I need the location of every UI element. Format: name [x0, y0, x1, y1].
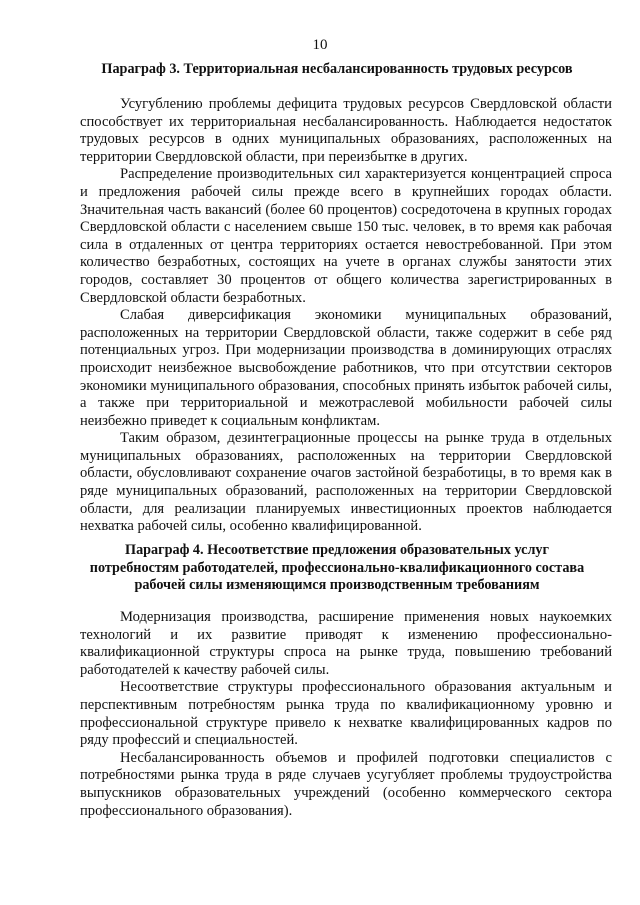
section-3-paragraph: Таким образом, дезинтеграционные процессы на рынке труда в отдельных муниципальных образованиях, расположенных на территории Свердловской области, обусловливают сохранение очагов застойной безработицы, в то время как в ряде муниципальных образований, расположенных на территории Свердловской области, для реализации планируемых инвестиционных проектов наблюдается нехватка рабочей силы, особенно квалифицированной.	[80, 430, 612, 535]
section-4-body	[80, 609, 612, 820]
section-4-paragraph: Модернизация производства, расширение применения новых наукоемких технологий и их развитие приводят к изменению профессионально-квалификационной структуры спроса на рынке труда, повышению требований работодателей к качеству рабочей силы.	[80, 609, 612, 678]
page-number: 10	[312, 37, 328, 53]
section-3-label: Параграф 3.	[101, 61, 180, 77]
section-3-heading	[82, 61, 592, 79]
section-3-title: Территориальная несбалансированность трудовых ресурсов	[183, 61, 573, 77]
section-4-heading-line-1: Параграф 4. Несоответствие предложения образовательных услуг	[125, 542, 549, 558]
section-4-paragraph: Несбалансированность объемов и профилей подготовки специалистов с потребностями рынка труда в ряде случаев усугубляет проблемы трудоустройства выпускников образовательных учреждений (особенно коммерческого сектора профессионального образования).	[80, 749, 612, 819]
section-3-body	[80, 96, 612, 536]
section-3-paragraph: Слабая диверсификация экономики муниципальных образований, расположенных на территории Свердловской области, также содержит в себе ряд потенциальных угроз. При модернизации производства в доминирующих отраслях происходит неизбежное высвобождение работников, что при отсутствии секторов экономики муниципального образования, способных принять избыток рабочей силы, а также при территориальной и межотраслевой мобильности рабочей силы неизбежно приведет к социальным конфликтам.	[80, 307, 612, 429]
section-4-paragraph: Несоответствие структуры профессионального образования актуальным и перспективным потребностям рынка труда по квалификационному уровню и профессиональной структуре привело к нехватке квалифицированных кадров по ряду профессий и специальностей.	[80, 679, 612, 749]
section-4-heading-line-3: рабочей силы изменяющимся производственным требованиям	[134, 577, 540, 594]
section-4-heading-line-2: потребностям работодателей, профессионально-квалификационного состава	[89, 559, 585, 576]
section-3-paragraph: Усугублению проблемы дефицита трудовых ресурсов Свердловской области способствует их территориальная несбалансированность. Наблюдается недостаток трудовых ресурсов в одних муниципальных образованиях, расположенных на территории Свердловской области, при переизбытке в других.	[80, 96, 612, 165]
section-4-heading	[82, 542, 592, 595]
section-3-paragraph: Распределение производительных сил характеризуется концентрацией спроса и предложения рабочей силы прежде всего в крупнейших городах области. Значительная часть вакансий (более 60 процентов) сосредоточена в крупных городах Свердловской области с населением свыше 150 тыс. человек, в то время как рабочая сила в отдаленных от центра территориях остается невостребованной. При этом количество безработных, состоящих на учете в органах службы занятости этих городов, составляет 30 процентов от общего количества зарегистрированных в Свердловской области безработных.	[80, 166, 612, 306]
